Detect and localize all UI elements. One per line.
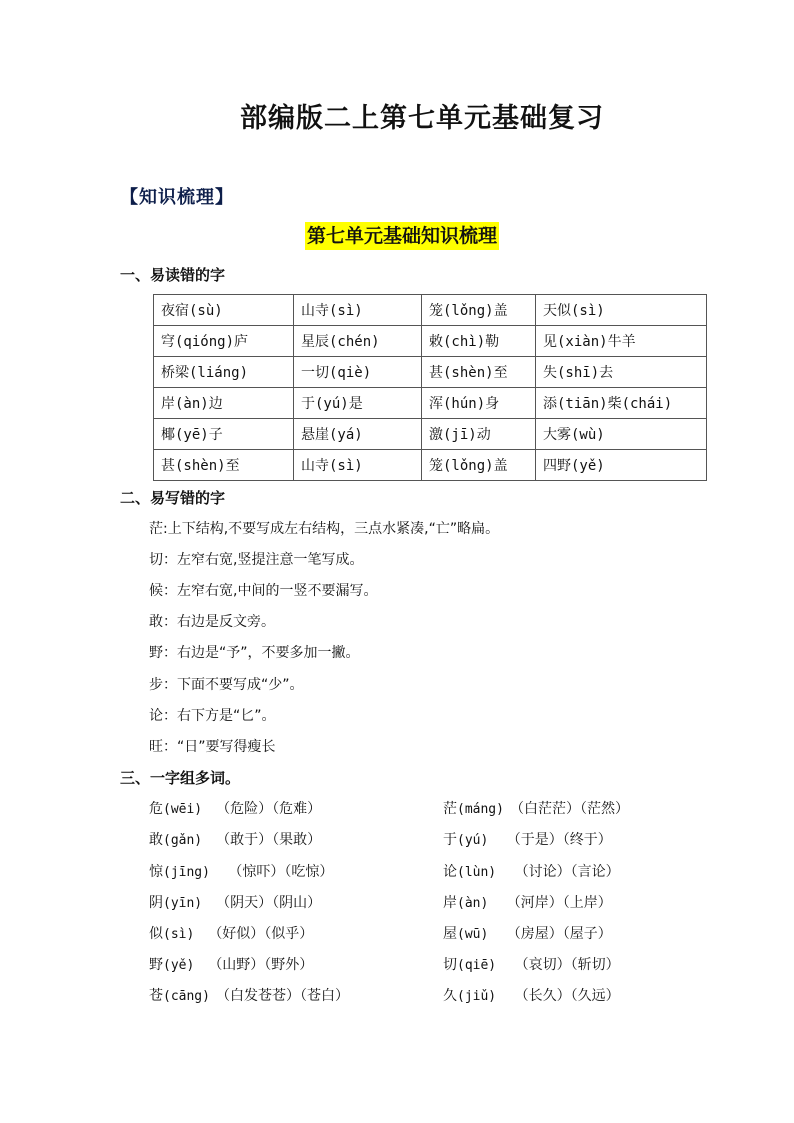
word-group: [149, 798, 321, 818]
group-pinyin: (yīn): [163, 896, 203, 911]
misread-characters-table: [153, 294, 707, 481]
table-cell: 失(shī)去: [536, 357, 707, 388]
section2-heading: 二、易写错的字: [120, 489, 226, 507]
group-pinyin: (jīng): [163, 865, 210, 880]
group-pinyin: (gǎn): [163, 833, 203, 848]
table-cell: 激(jī)动: [422, 419, 536, 450]
group-char: 苍: [149, 988, 163, 1004]
writing-note: 步：下面不要写成“少”。: [149, 677, 304, 693]
word-group: [149, 892, 321, 912]
group-pinyin: (yě): [163, 958, 195, 973]
table-cell: 笼(lǒng)盖: [422, 450, 536, 481]
group-pinyin: (jiǔ): [457, 989, 497, 1004]
group-char: 似: [149, 926, 163, 942]
table-row: [154, 419, 707, 450]
section3-heading: 三、一字组多词。: [120, 769, 241, 787]
writing-note: 茫:上下结构,不要写成左右结构，三点水紧凑,“亡”略扁。: [149, 521, 500, 537]
table-cell: 敕(chì)勒: [422, 326, 536, 357]
writing-note: 野：右边是“予”，不要多加一撇。: [149, 645, 360, 661]
table-cell: 夜宿(sù): [154, 295, 294, 326]
section-label: 【知识梳理】: [120, 187, 234, 208]
word-group: [149, 923, 313, 943]
group-words: （白茫茫）（茫然）: [509, 801, 629, 817]
writing-note: 敢：右边是反文旁。: [149, 614, 275, 630]
word-group: [443, 861, 620, 881]
table-cell: 添(tiān)柴(chái): [536, 388, 707, 419]
page-title: 部编版二上第七单元基础复习: [240, 103, 604, 134]
group-pinyin: (máng): [457, 802, 504, 817]
word-group: [443, 985, 620, 1005]
table-cell: 岸(àn)边: [154, 388, 294, 419]
group-pinyin: (qiē): [457, 958, 497, 973]
table-cell: 穹(qióng)庐: [154, 326, 294, 357]
word-group: [149, 861, 333, 881]
group-char: 屋: [443, 926, 457, 942]
group-char: 惊: [149, 864, 163, 880]
word-group: [443, 954, 620, 974]
group-words: （于是）（终于）: [502, 832, 612, 848]
group-words: （白发苍苍）（苍白）: [215, 988, 349, 1004]
group-char: 危: [149, 801, 163, 817]
table-cell: 笼(lǒng)盖: [422, 295, 536, 326]
table-row: [154, 295, 707, 326]
table-cell: 悬崖(yá): [294, 419, 422, 450]
section1-heading: 一、易读错的字: [120, 266, 226, 284]
word-group: [443, 923, 612, 943]
table-row: [154, 357, 707, 388]
group-words: （讨论）（言论）: [510, 864, 620, 880]
group-words: （好似）（似乎）: [208, 926, 314, 942]
table-cell: 甚(shèn)至: [154, 450, 294, 481]
table-cell: 大雾(wù): [536, 419, 707, 450]
group-pinyin: (yú): [457, 833, 489, 848]
group-char: 论: [443, 864, 457, 880]
group-words: （惊吓）（吃惊）: [223, 864, 334, 880]
table-row: [154, 450, 707, 481]
table-cell: 一切(qiè): [294, 357, 422, 388]
highlighted-heading: 第七单元基础知识梳理: [305, 222, 499, 250]
table-cell: 于(yú)是: [294, 388, 422, 419]
table-cell: 桥梁(liáng): [154, 357, 294, 388]
word-group: [149, 985, 349, 1005]
word-group: [149, 829, 321, 849]
writing-note: 候：左窄右宽,中间的一竖不要漏写。: [149, 583, 378, 599]
group-pinyin: (lùn): [457, 865, 497, 880]
group-pinyin: (cāng): [163, 989, 210, 1004]
table-cell: 椰(yē)子: [154, 419, 294, 450]
table-cell: 浑(hún)身: [422, 388, 536, 419]
group-char: 茫: [443, 801, 457, 817]
table-row: [154, 326, 707, 357]
word-group: [443, 798, 629, 818]
writing-note: 旺：“日”要写得瘦长: [149, 739, 276, 755]
word-group: [149, 954, 313, 974]
group-words: （阴天）（阴山）: [216, 895, 322, 911]
group-char: 久: [443, 988, 457, 1004]
group-pinyin: (wū): [457, 927, 489, 942]
group-words: （长久）（久远）: [510, 988, 620, 1004]
word-group: [443, 892, 612, 912]
group-words: （哀切）（斩切）: [510, 957, 620, 973]
group-words: （危险）（危难）: [216, 801, 322, 817]
writing-note: 论：右下方是“匕”。: [149, 708, 276, 724]
group-words: （山野）（野外）: [208, 957, 314, 973]
group-char: 于: [443, 832, 457, 848]
group-pinyin: (àn): [457, 896, 489, 911]
group-char: 岸: [443, 895, 457, 911]
table-cell: 见(xiàn)牛羊: [536, 326, 707, 357]
table-cell: 山寺(sì): [294, 295, 422, 326]
group-pinyin: (wēi): [163, 802, 203, 817]
writing-note: 切：左窄右宽,竖提注意一笔写成。: [149, 552, 364, 568]
group-char: 切: [443, 957, 457, 973]
group-words: （房屋）（屋子）: [502, 926, 612, 942]
group-pinyin: (sì): [163, 927, 195, 942]
group-char: 敢: [149, 832, 163, 848]
group-words: （河岸）（上岸）: [502, 895, 612, 911]
table-cell: 星辰(chén): [294, 326, 422, 357]
group-char: 阴: [149, 895, 163, 911]
word-group: [443, 829, 612, 849]
group-words: （敢于）（果敢）: [216, 832, 322, 848]
table-row: [154, 388, 707, 419]
table-cell: 甚(shèn)至: [422, 357, 536, 388]
table-cell: 天似(sì): [536, 295, 707, 326]
table-cell: 山寺(sì): [294, 450, 422, 481]
table-cell: 四野(yě): [536, 450, 707, 481]
group-char: 野: [149, 957, 163, 973]
